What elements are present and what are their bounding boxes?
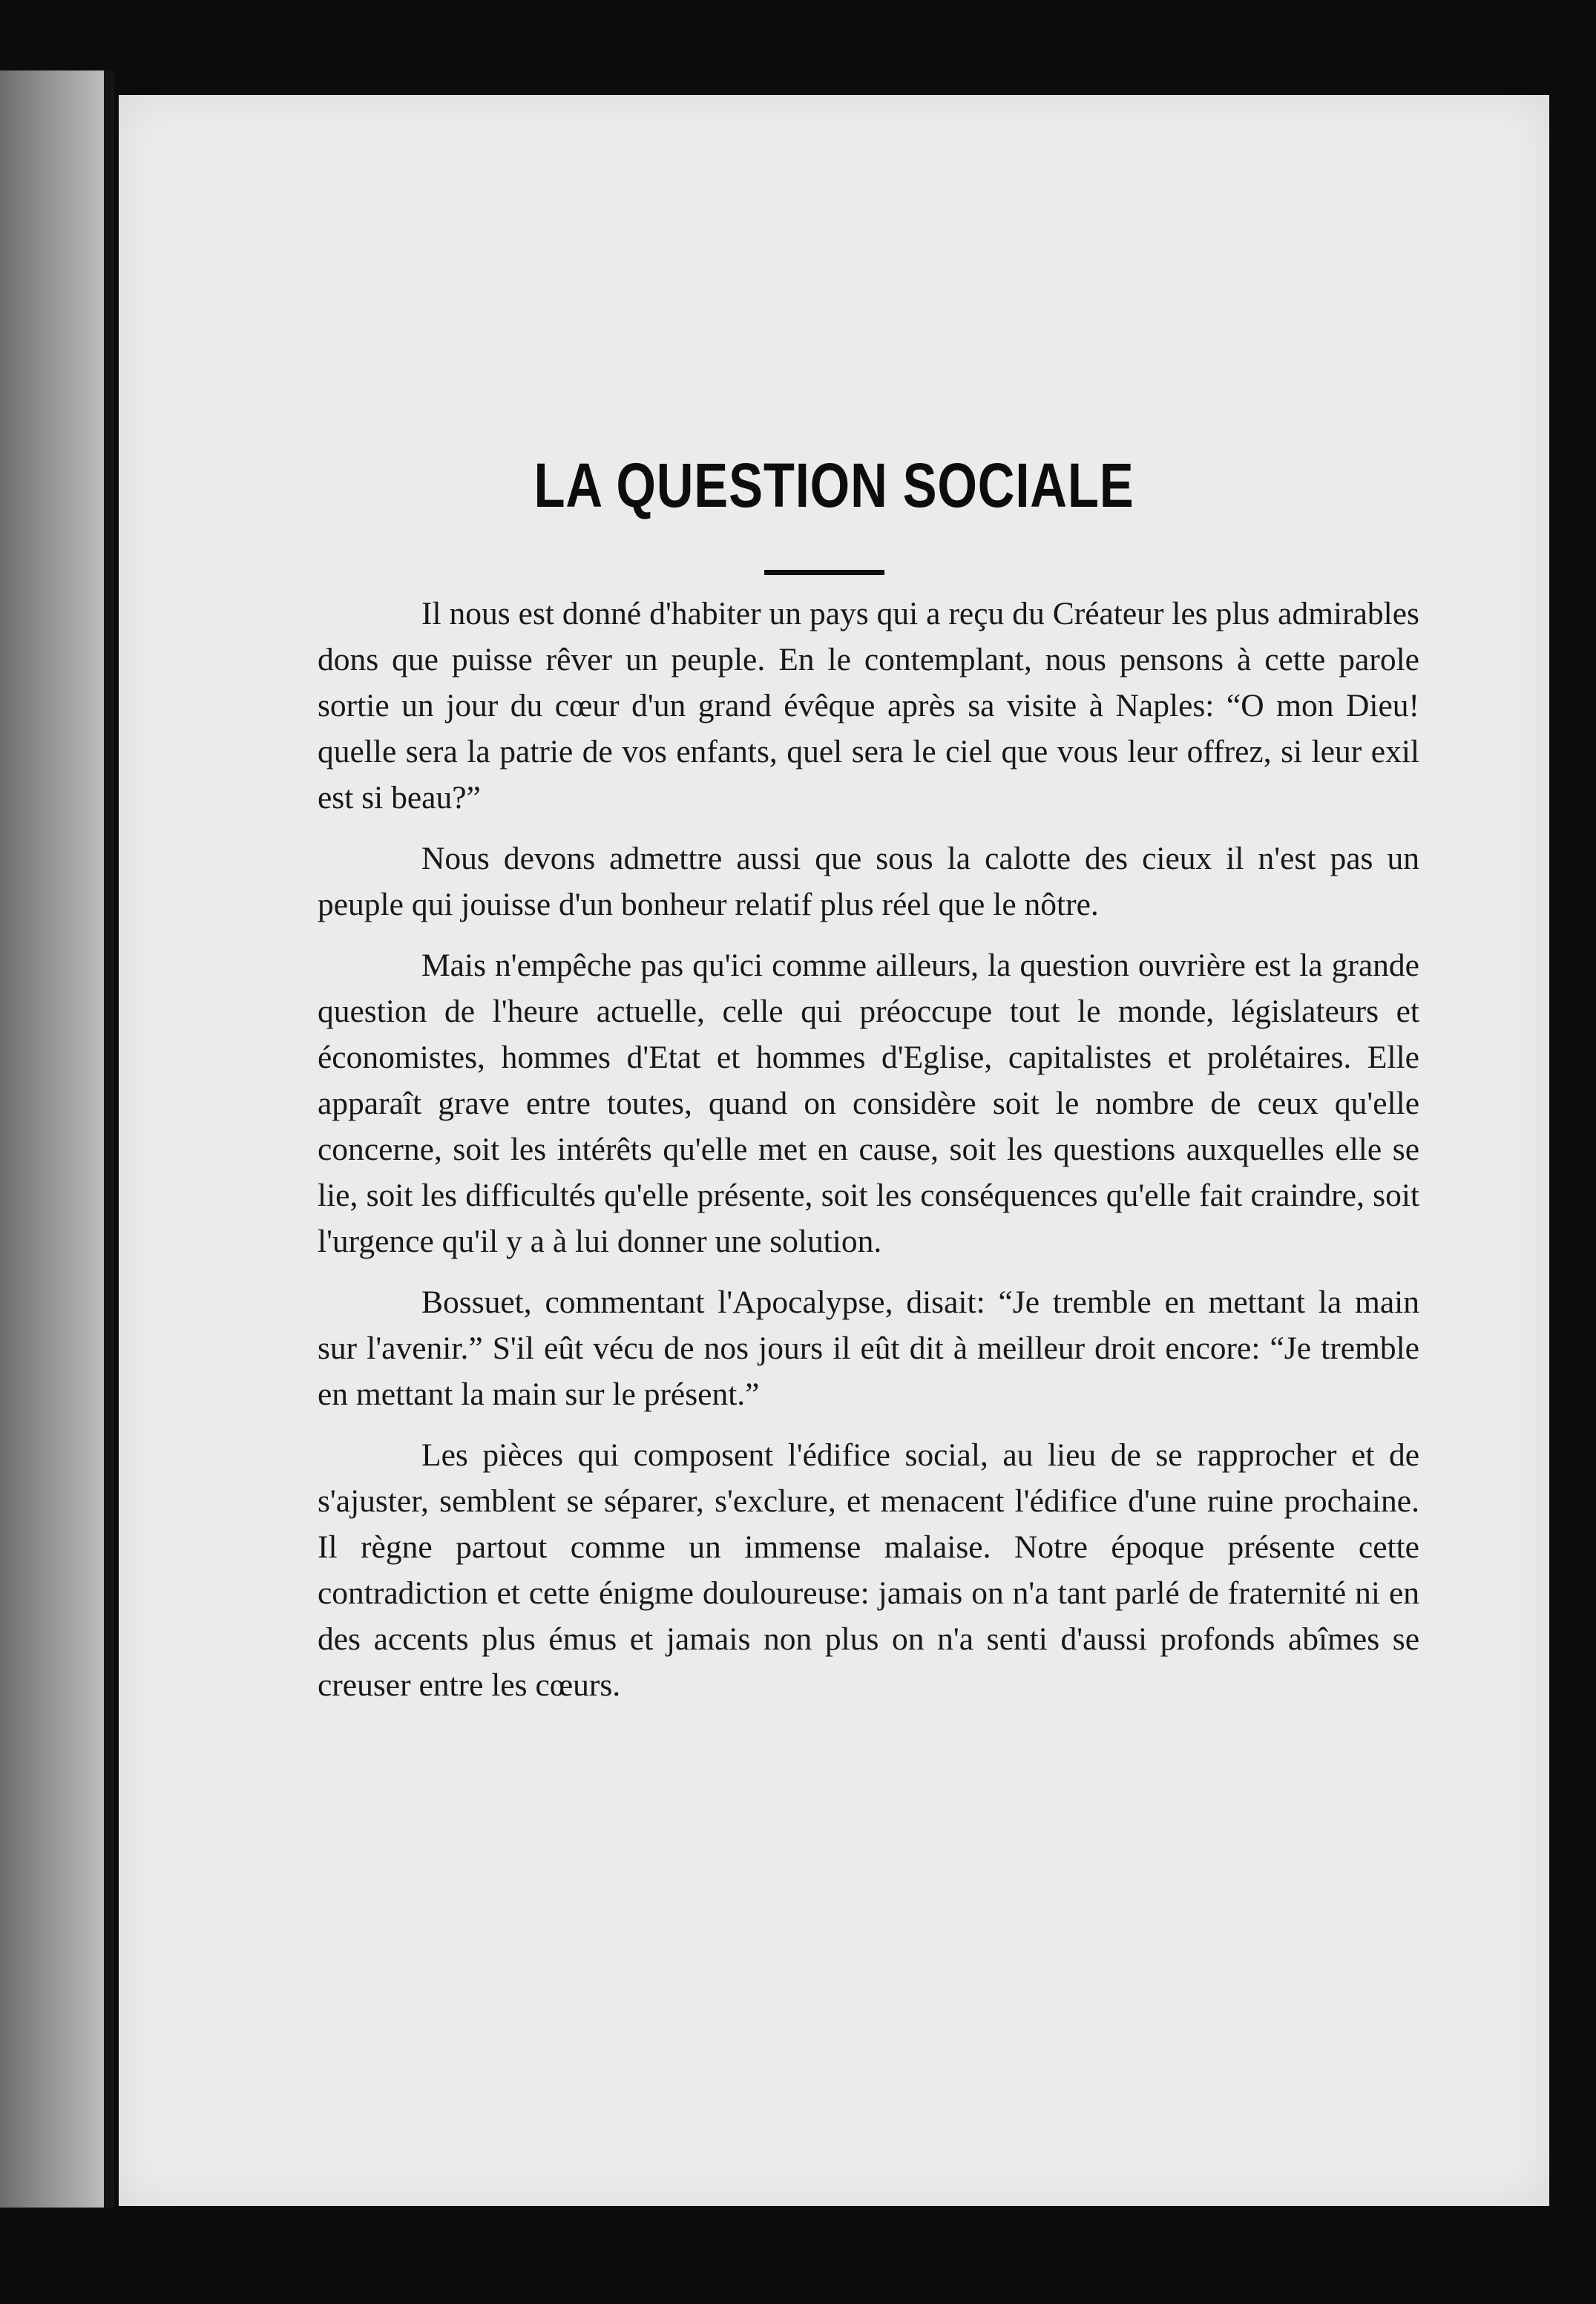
paragraph-1: Il nous est donné d'habiter un pays qui a reçu du Créateur les plus admirables dons que puisse rêver un peuple. En le contemplant, nous pensons à cette parole sortie un jour du cœur d'un grand évêque après sa visite à Naples: “O mon Dieu! quelle sera la patrie de vos enfants, quel sera le ciel que vous leur offrez, si leur exil est si beau?” — [318, 596, 1419, 815]
adjacent-page-edge — [0, 70, 104, 2208]
paragraph-5: Les pièces qui composent l'édifice social, au lieu de se rapprocher et de s'ajuster, semblent se séparer, s'exclure, et menacent l'édifice d'une ruine prochaine. Il règne partout comme un immense malaise. Notre époque présente cette contradiction et cette énigme douloureuse: jamais on n'a tant parlé de fraternité ni en des accents plus émus et jamais non plus on n'a senti d'aussi profonds abîmes se creuser entre les cœurs. — [318, 1437, 1419, 1703]
paragraph-3: Mais n'empêche pas qu'ici comme ailleurs, la question ouvrière est la grande question de l'heure actuelle, celle qui préoccupe tout le monde, législateurs et économistes, hommes d'Etat et hommes d'Eglise, capitalistes et prolétaires. Elle apparaît grave entre toutes, quand on considère soit le nombre de ceux qu'elle concerne, soit les intérêts qu'elle met en cause, soit les questions auxquelles elle se lie, soit les difficultés qu'elle présente, soit les conséquences qu'elle fait craindre, soit l'urgence qu'il y a à lui donner une solution. — [318, 948, 1419, 1259]
body-text — [318, 591, 1419, 1723]
title-rule — [764, 570, 884, 575]
paragraph-4: Bossuet, commentant l'Apocalypse, disait: “Je tremble en mettant la main sur l'avenir.” S'il eût vécu de nos jours il eût dit à meilleur droit encore: “Je tremble en mettant la main sur le présent.” — [318, 1284, 1419, 1412]
page-title: LA QUESTION SOCIALE — [533, 450, 1134, 520]
paragraph-2: Nous devons admettre aussi que sous la calotte des cieux il n'est pas un peuple qui jouisse d'un bonheur relatif plus réel que le nôtre. — [318, 841, 1419, 922]
document-page — [119, 95, 1549, 2206]
